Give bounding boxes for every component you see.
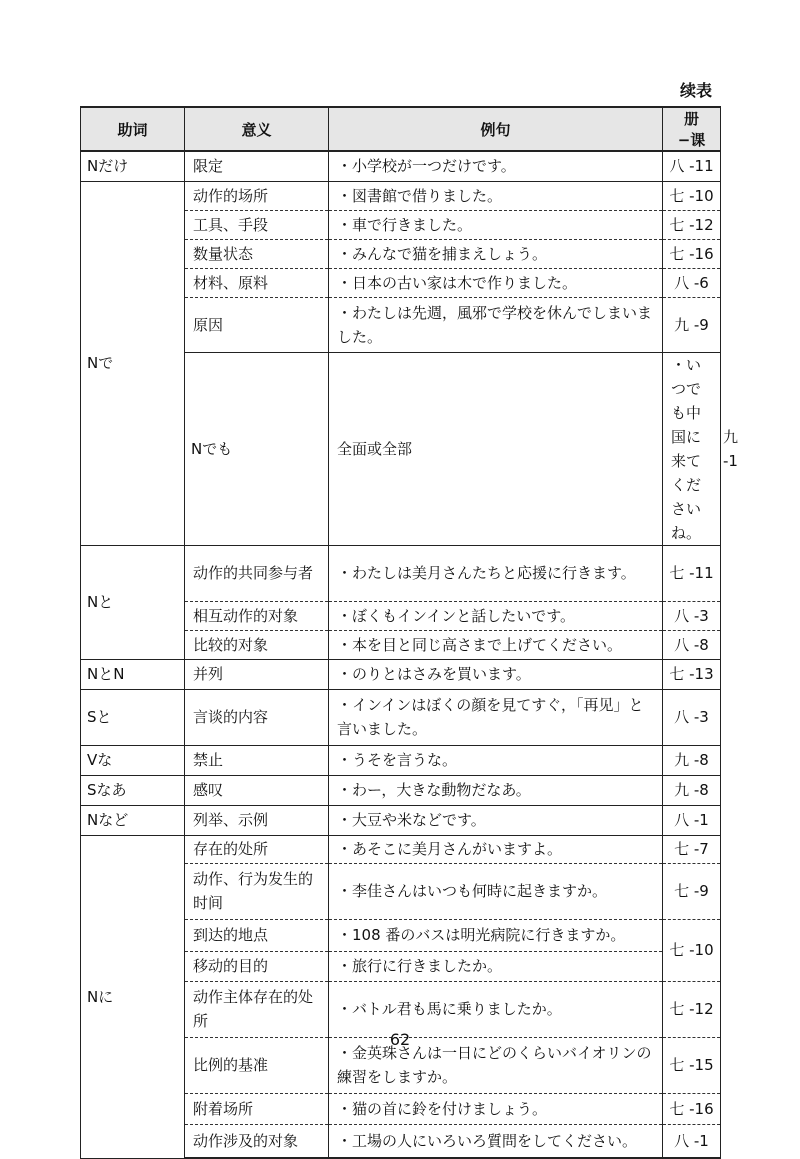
volume-lesson-cell: 七 -12 <box>663 981 721 1037</box>
example-cell: ・わー，大きな動物だなあ。 <box>329 775 663 805</box>
table-row <box>81 659 721 689</box>
example-cell: ・のりとはさみを買います。 <box>329 659 663 689</box>
header-example: 例句 <box>329 107 663 151</box>
header-particle: 助词 <box>81 107 185 151</box>
grammar-table <box>80 106 739 1159</box>
table-body <box>81 151 739 1158</box>
meaning-cell: 工具、手段 <box>185 210 329 239</box>
volume-lesson-cell: 七 -11 <box>663 545 721 601</box>
table-row <box>81 835 721 863</box>
example-cell: ・工場の人にいろいろ質問をしてください。 <box>329 1124 663 1158</box>
volume-lesson-cell: 九 -8 <box>663 745 721 775</box>
table-row <box>81 805 721 835</box>
meaning-cell: 数量状态 <box>185 239 329 268</box>
volume-lesson-cell: 七 -16 <box>663 239 721 268</box>
table-row <box>81 181 721 210</box>
table-row: Nでも 全面或全部 ・いつでも中国に来てくださいね。 九 -1 <box>81 352 721 545</box>
volume-lesson-cell: 七 -9 <box>663 863 721 919</box>
particle-cell: Nでも <box>185 352 329 545</box>
volume-lesson-cell: 七 -10 <box>663 181 721 210</box>
meaning-cell: 动作的共同参与者 <box>185 545 329 601</box>
example-cell: ・108 番のバスは明光病院に行きますか。 <box>329 919 663 951</box>
table-row <box>81 151 721 181</box>
particle-cell: Nだけ <box>81 151 185 181</box>
meaning-cell: 比较的对象 <box>185 630 329 659</box>
meaning-cell: 动作的场所 <box>185 181 329 210</box>
meaning-cell: 感叹 <box>185 775 329 805</box>
volume-lesson-cell: 八 -8 <box>663 630 721 659</box>
table-header-row <box>81 107 721 151</box>
example-cell: ・インインはぼくの顔を見てすぐ，「再见」と言いました。 <box>329 689 663 745</box>
example-cell: ・旅行に行きましたか。 <box>329 951 663 981</box>
volume-lesson-cell: 八 -1 <box>663 1124 721 1158</box>
particle-cell: NとN <box>81 659 185 689</box>
volume-lesson-cell: 八 -3 <box>663 689 721 745</box>
volume-lesson-cell: 七 -13 <box>663 659 721 689</box>
volume-lesson-cell: 七 -10 <box>663 919 721 981</box>
particle-cell: Nに <box>81 835 185 1158</box>
particle-cell: Nで <box>81 181 185 545</box>
meaning-cell: 并列 <box>185 659 329 689</box>
meaning-cell: 原因 <box>185 297 329 352</box>
header-volume-lesson: 册−课 <box>663 107 721 151</box>
example-cell: ・わたしは先週，風邪で学校を休んでしまいました。 <box>329 297 663 352</box>
meaning-cell: 相互动作的对象 <box>185 601 329 630</box>
meaning-cell: 动作主体存在的处所 <box>185 981 329 1037</box>
example-cell: ・ぼくもインインと話したいです。 <box>329 601 663 630</box>
volume-lesson-cell: 九 -9 <box>663 297 721 352</box>
meaning-cell: 动作涉及的对象 <box>185 1124 329 1158</box>
meaning-cell: 到达的地点 <box>185 919 329 951</box>
volume-lesson-cell: 八 -6 <box>663 268 721 297</box>
meaning-cell: 动作、行为发生的时间 <box>185 863 329 919</box>
continued-label: 续表 <box>679 81 712 100</box>
example-cell: ・小学校が一つだけです。 <box>329 151 663 181</box>
particle-cell: Sなあ <box>81 775 185 805</box>
particle-cell: Sと <box>81 689 185 745</box>
example-cell: ・李佳さんはいつも何時に起きますか。 <box>329 863 663 919</box>
particle-cell: Nなど <box>81 805 185 835</box>
example-cell: ・本を目と同じ高さまで上げてください。 <box>329 630 663 659</box>
volume-lesson-cell: 七 -15 <box>663 1037 721 1093</box>
meaning-cell: 移动的目的 <box>185 951 329 981</box>
volume-lesson-cell: 七 -7 <box>663 835 721 863</box>
table-row <box>81 745 721 775</box>
example-cell: ・車で行きました。 <box>329 210 663 239</box>
meaning-cell: 存在的处所 <box>185 835 329 863</box>
page-number: 62 <box>389 1030 411 1049</box>
example-cell: ・大豆や米などです。 <box>329 805 663 835</box>
table-row <box>81 689 721 745</box>
particle-cell: Nと <box>81 545 185 659</box>
example-cell: ・日本の古い家は木で作りました。 <box>329 268 663 297</box>
example-cell: ・バトル君も馬に乗りましたか。 <box>329 981 663 1037</box>
table-row <box>81 775 721 805</box>
volume-lesson-cell: 八 -1 <box>663 805 721 835</box>
meaning-cell: 限定 <box>185 151 329 181</box>
example-cell: ・みんなで猫を捕まえしょう。 <box>329 239 663 268</box>
example-cell: ・猫の首に鈴を付けましょう。 <box>329 1093 663 1124</box>
example-cell: ・うそを言うな。 <box>329 745 663 775</box>
example-cell: ・わたしは美月さんたちと応援に行きます。 <box>329 545 663 601</box>
header-meaning: 意义 <box>185 107 329 151</box>
meaning-cell: 附着场所 <box>185 1093 329 1124</box>
meaning-cell: 材料、原料 <box>185 268 329 297</box>
volume-lesson-cell: 八 -3 <box>663 601 721 630</box>
example-cell: ・図書館で借りました。 <box>329 181 663 210</box>
volume-lesson-cell: 八 -11 <box>663 151 721 181</box>
example-cell: ・いつでも中国に来てくださいね。 <box>663 352 721 545</box>
meaning-cell: 列举、示例 <box>185 805 329 835</box>
table-row <box>81 545 721 601</box>
example-cell: ・あそこに美月さんがいますよ。 <box>329 835 663 863</box>
meaning-cell: 禁止 <box>185 745 329 775</box>
meaning-cell: 全面或全部 <box>329 352 663 545</box>
example-cell: ・金英珠さんは一日にどのくらいバイオリンの練習をしますか。 <box>329 1037 663 1093</box>
meaning-cell: 比例的基准 <box>185 1037 329 1093</box>
volume-lesson-cell: 七 -12 <box>663 210 721 239</box>
meaning-cell: 言谈的内容 <box>185 689 329 745</box>
volume-lesson-cell: 七 -16 <box>663 1093 721 1124</box>
volume-lesson-cell: 九 -8 <box>663 775 721 805</box>
particle-cell: Vな <box>81 745 185 775</box>
